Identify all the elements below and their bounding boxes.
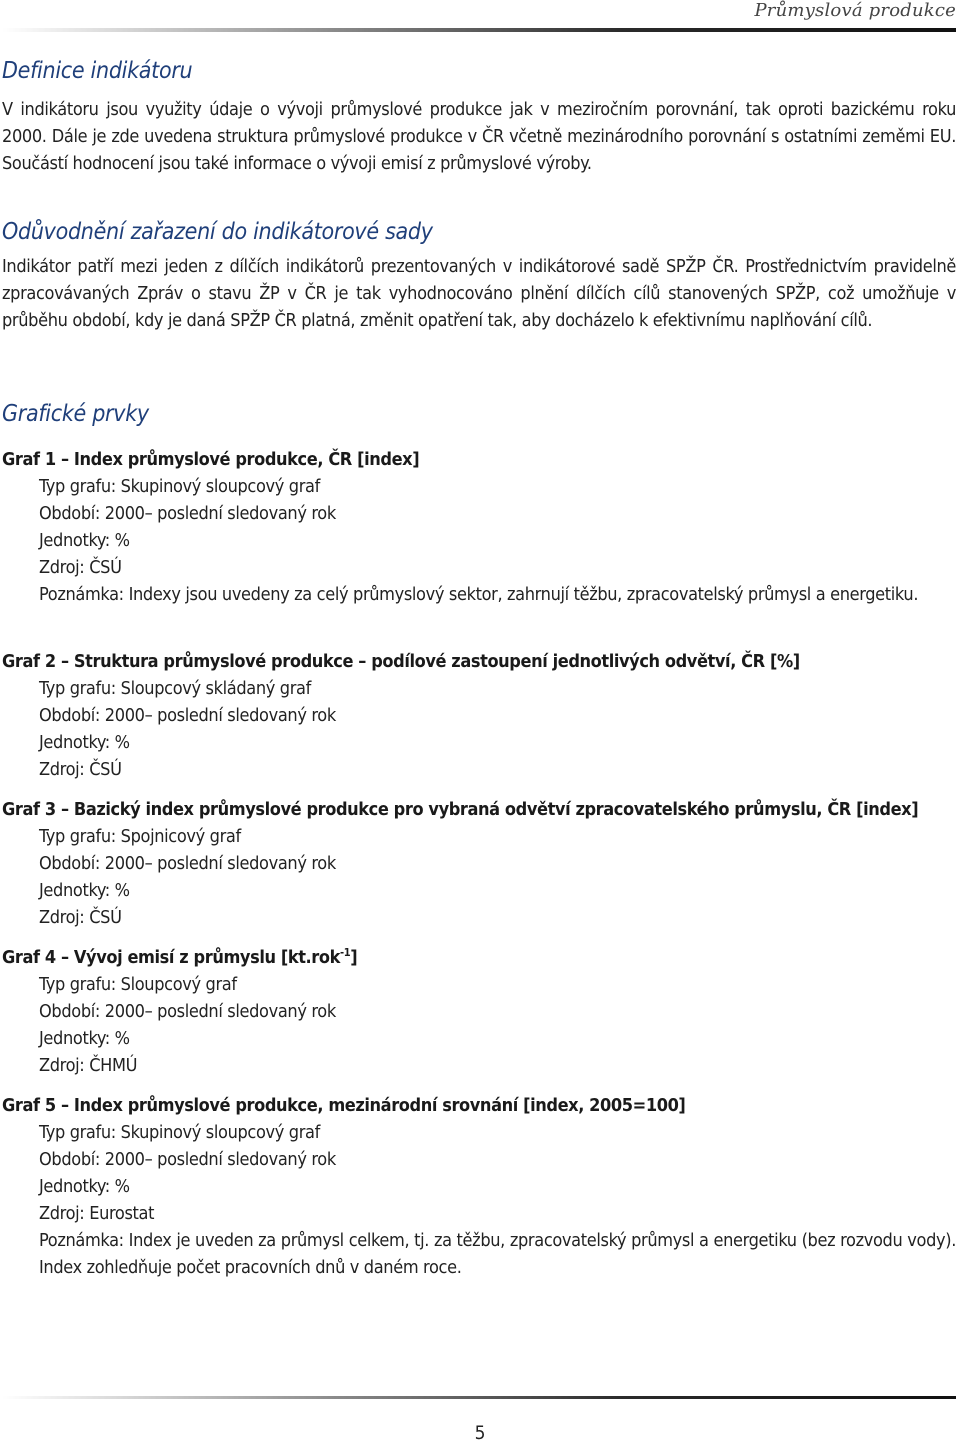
graph-2-title: Graf 2 – Struktura průmyslové produkce – podílové zastoupení jednotlivých odvětví, ČR [%] [2,651,800,672]
graph-5-units: Jednotky: % [39,1176,130,1197]
graph-4-source: Zdroj: ČHMÚ [39,1055,138,1076]
graph-3-units: Jednotky: % [39,880,130,901]
graph-5-note: Poznámka: Index je uveden za průmysl celkem, tj. za těžbu, zpracovatelský průmysl a energetiku (bez rozvodu vody). Index zohledňuje počet pracovních dnů v daném roce. [39,1230,956,1278]
justification-heading: Odůvodnění zařazení do indikátorové sady [2,219,433,245]
graph-1-block [2,446,956,608]
graphics-heading: Grafické prvky [2,401,149,427]
graph-5-source: Zdroj: Eurostat [39,1203,155,1224]
graph-3-period: Období: 2000– poslední sledovaný rok [39,853,336,874]
page-number: 5 [474,1422,486,1444]
graph-3-block [2,796,956,931]
definition-heading: Definice indikátoru [2,58,193,84]
graph-2-block [2,648,956,783]
graph-3-title: Graf 3 – Bazický index průmyslové produkce pro vybraná odvětví zpracovatelského průmyslu, ČR [index] [2,799,919,820]
graph-2-units: Jednotky: % [39,732,130,753]
graph-1-source: Zdroj: ČSÚ [39,557,122,578]
graph-2-type: Typ grafu: Sloupcový skládaný graf [39,678,311,699]
graph-4-period: Období: 2000– poslední sledovaný rok [39,1001,336,1022]
graph-1-note: Poznámka: Indexy jsou uvedeny za celý průmyslový sektor, zahrnují těžbu, zpracovatelský průmysl a energetiku. [39,584,919,605]
graph-5-title: Graf 5 – Index průmyslové produkce, mezinárodní srovnání [index, 2005=100] [2,1095,686,1116]
footer-rule [2,1396,956,1399]
justification-text: Indikátor patří mezi jeden z dílčích indikátorů prezentovaných v indikátorové sadě SPŽP ČR. Prostřednictvím pravidelně zpracovávaných Zpráv o stavu ŽP v ČR je tak vyhodnocováno plnění dílčích cílů stanovených SPŽP, což umožňuje v průběhu období, kdy je daná SPŽP ČR platná, změnit opatření tak, aby docházelo k efektivnímu naplňování cílů. [2,256,956,331]
graph-1-period: Období: 2000– poslední sledovaný rok [39,503,336,524]
graph-1-units: Jednotky: % [39,530,130,551]
header-rule [2,28,956,32]
graph-4-units: Jednotky: % [39,1028,130,1049]
definition-text: V indikátoru jsou využity údaje o vývoji průmyslové produkce jak v meziročním porovnání, tak oproti bazickému roku 2000. Dále je zde uvedena struktura průmyslové produkce v ČR včetně mezinárodního porovnání s ostatními zeměmi EU. Součástí hodnocení jsou také informace o vývoji emisí z průmyslové výroby. [2,99,956,174]
graph-4-title [2,944,956,971]
graph-4-block [2,944,956,1079]
graph-2-period: Období: 2000– poslední sledovaný rok [39,705,336,726]
graph-1-type: Typ grafu: Skupinový sloupcový graf [39,476,320,497]
graph-3-source: Zdroj: ČSÚ [39,907,122,928]
graph-4-type: Typ grafu: Sloupcový graf [39,974,237,995]
graph-1-title: Graf 1 – Index průmyslové produkce, ČR [index] [2,449,420,470]
graph-4-title-superscript: -1 [339,946,351,959]
graph-4-title-end: ] [350,947,358,968]
graph-5-period: Období: 2000– poslední sledovaný rok [39,1149,336,1170]
graph-5-type: Typ grafu: Skupinový sloupcový graf [39,1122,320,1143]
running-header-title: Průmyslová produkce [754,0,956,21]
graph-2-source: Zdroj: ČSÚ [39,759,122,780]
graph-5-block [2,1092,956,1281]
graph-4-title-main: Graf 4 – Vývoj emisí z průmyslu [kt.rok [2,947,340,968]
graph-3-type: Typ grafu: Spojnicový graf [39,826,241,847]
